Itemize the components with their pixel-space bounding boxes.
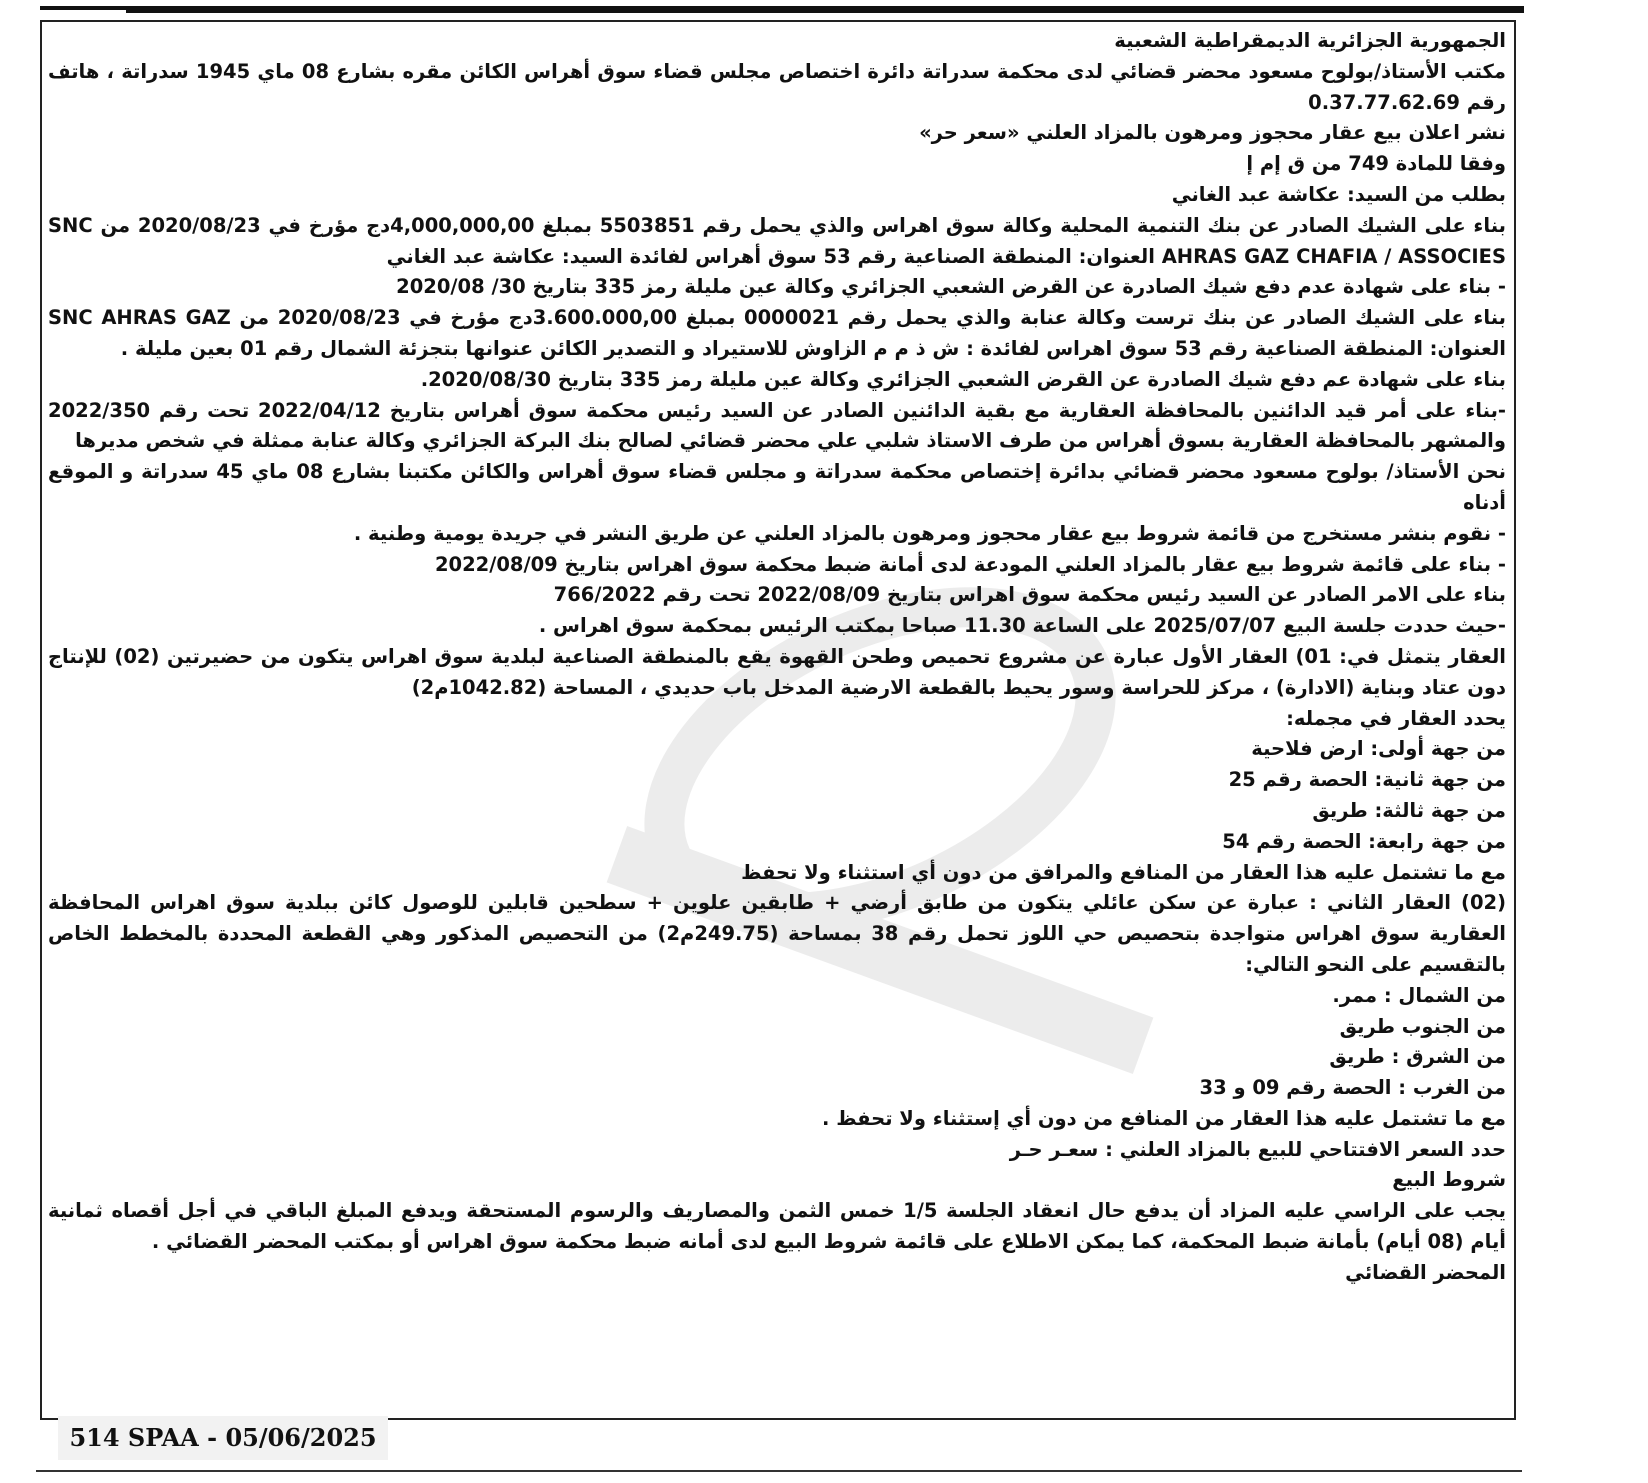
paragraph: حدد السعر الافتتاحي للبيع بالمزاد العلني : سعـر حـر xyxy=(1009,1137,1506,1161)
paragraph: بناء على شهادة عم دفع شيك الصادرة عن القرض الشعبي الجزائري وكالة عين مليلة رمز 335 بتاريخ 2020/08/30. xyxy=(420,367,1506,391)
paragraph: العقار يتمثل في: 01) العقار الأول عبارة عن مشروع تحميص وطحن القهوة يقع بالمنطقة الصناعية لبلدية سوق اهراس يتكون من حضيرتين (02) للإنتاج دون عتاد وبناية (الادارة) ، مركز للحراسة وسور يحيط بالقطعة الارضية المدخل باب حديدي ، المساحة (1042.82م2) xyxy=(48,644,1506,699)
boundary-line: من جهة رابعة: الحصة رقم 54 xyxy=(1222,829,1506,853)
paragraph: (02) العقار الثاني : عبارة عن سكن عائلي يتكون من طابق أرضي + طابقين علوين + سطحين قابلين للوصول كائن ببلدية سوق اهراس المحافظة العقارية سوق اهراس متواجدة بتحصيص حي اللوز تحمل رقم 38 بمساحة (249.75م2) من التحصيص المذكور وهي القطعة المحددة بالمخطط الخاص بالتقسيم على النحو التالي: xyxy=(48,891,1506,976)
paragraph: نحن الأستاذ/ بولوح مسعود محضر قضائي بدائرة إختصاص محكمة سدراتة و مجلس قضاء سوق أهراس والكائن مكتبنا بشارع 08 ماي 45 سدراتة و الموقع أدناه xyxy=(48,460,1506,514)
notice-content xyxy=(44,26,1512,1289)
paragraph: مع ما تشتمل عليه هذا العقار من المنافع من دون أي إستثناء ولا تحفظ . xyxy=(822,1106,1506,1130)
paragraph: بناء على الشيك الصادر عن بنك ترست وكالة عنابة والذي يحمل رقم 0000021 بمبلغ 3.600.000,00دج مؤرخ في 2020/08/23 من SNC AHRAS GAZ العنوان: المنطقة الصناعية رقم 53 سوق اهراس لفائدة : ش ذ م م الزاوش للاستيراد و التصدير الكائن عنوانها بتجزئة الشمال رقم 01 بعين مليلة . xyxy=(48,306,1506,360)
paragraph: -بناء على أمر قيد الدائنين بالمحافظة العقارية مع بقية الدائنين الصادر عن السيد رئيس محكمة سوق أهراس بتاريخ 2022/04/12 تحت رقم 2022/350 والمشهر بالمحافظة العقارية بسوق أهراس من طرف الاستاذ شلبي علي محضر قضائي لصالح بنك البركة الجزائري وكالة عنابة ممثلة في شخص مديرها xyxy=(48,398,1507,453)
paragraph: بناء على الشيك الصادر عن بنك التنمية المحلية وكالة سوق اهراس والذي يحمل رقم 5503851 بمبلغ 4,000,000,00دج مؤرخ في 2020/08/23 من SNC AHRAS GAZ CHAFIA / ASSOCIES العنوان: المنطقة الصناعية رقم 53 سوق أهراس لفائدة السيد: عكاشة عبد الغاني xyxy=(48,213,1506,268)
paragraph: يجب على الراسي عليه المزاد أن يدفع حال انعقاد الجلسة 1/5 خمس الثمن والمصاريف والرسوم المستحقة ويدفع المبلغ الباقي في أجل أقصاه ثمانية أيام (08 أيام) بأمانة ضبط المحكمة، كما يمكن الاطلاع على قائمة شروط البيع لدى أمانه ضبط محكمة سوق اهراس أو بمكتب المحضر القضائي . xyxy=(48,1199,1506,1254)
paragraph: مع ما تشتمل عليه هذا العقار من المنافع والمرافق من دون أي استثناء ولا تحفظ xyxy=(741,860,1506,884)
paragraph: - بناء على شهادة عدم دفع شيك الصادرة عن القرض الشعبي الجزائري وكالة عين مليلة رمز 335 بتاريخ 30/ 2020/08 xyxy=(396,275,1506,299)
paragraph: بناء على الامر الصادر عن السيد رئيس محكمة سوق اهراس بتاريخ 2022/08/09 تحت رقم 766/2022 xyxy=(553,583,1506,607)
paragraph: -حيث حددت جلسة البيع 2025/07/07 على الساعة 11.30 صباحا بمكتب الرئيس بمحكمة سوق اهراس . xyxy=(538,614,1506,638)
boundary-line: من جهة ثالثة: طريق xyxy=(1312,798,1506,822)
section-heading: شروط البيع xyxy=(1392,1168,1506,1192)
paragraph: يحدد العقار في مجمله: xyxy=(1286,706,1506,730)
bailiff-office: مكتب الأستاذ/بولوح مسعود محضر قضائي لدى محكمة سدراتة دائرة اختصاص مجلس قضاء سوق أهراس الكائن مقره بشارع 08 ماي 1945 سدراتة ، هاتف رقم 0.37.77.62.69 xyxy=(48,59,1506,114)
boundary-line: من الشرق : طريق xyxy=(1329,1045,1506,1069)
top-rule-gap xyxy=(40,10,126,14)
paragraph: - بناء على قائمة شروط بيع عقار بالمزاد العلني المودعة لدى أمانة ضبط محكمة سوق اهراس بتاريخ 2022/08/09 xyxy=(434,552,1506,576)
republic-heading: الجمهورية الجزائرية الديمقراطية الشعبية xyxy=(1114,29,1506,52)
legal-article: وفقا للمادة 749 من ق إم إ xyxy=(1246,152,1506,176)
boundary-line: من جهة أولى: ارض فلاحية xyxy=(1251,737,1506,761)
bottom-rule xyxy=(36,1470,1522,1472)
notice-title: نشر اعلان بيع عقار محجوز ومرهون بالمزاد العلني «سعر حر» xyxy=(919,121,1506,145)
boundary-line: من الغرب : الحصة رقم 09 و 33 xyxy=(1199,1076,1506,1100)
signature-line: المحضر القضائي xyxy=(1345,1260,1506,1284)
boundary-line: من جهة ثانية: الحصة رقم 25 xyxy=(1228,768,1506,792)
boundary-line: من الشمال : ممر. xyxy=(1332,983,1506,1007)
paragraph: - نقوم بنشر مستخرج من قائمة شروط بيع عقار محجوز ومرهون بالمزاد العلني عن طريق النشر في جريدة يومية وطنية . xyxy=(353,521,1506,545)
boundary-line: من الجنوب طريق xyxy=(1339,1014,1506,1038)
requester: بطلب من السيد: عكاشة عبد الغاني xyxy=(1171,182,1506,206)
top-rule xyxy=(40,6,1524,13)
publication-reference: 514 SPAA - 05/06/2025 xyxy=(58,1416,388,1460)
